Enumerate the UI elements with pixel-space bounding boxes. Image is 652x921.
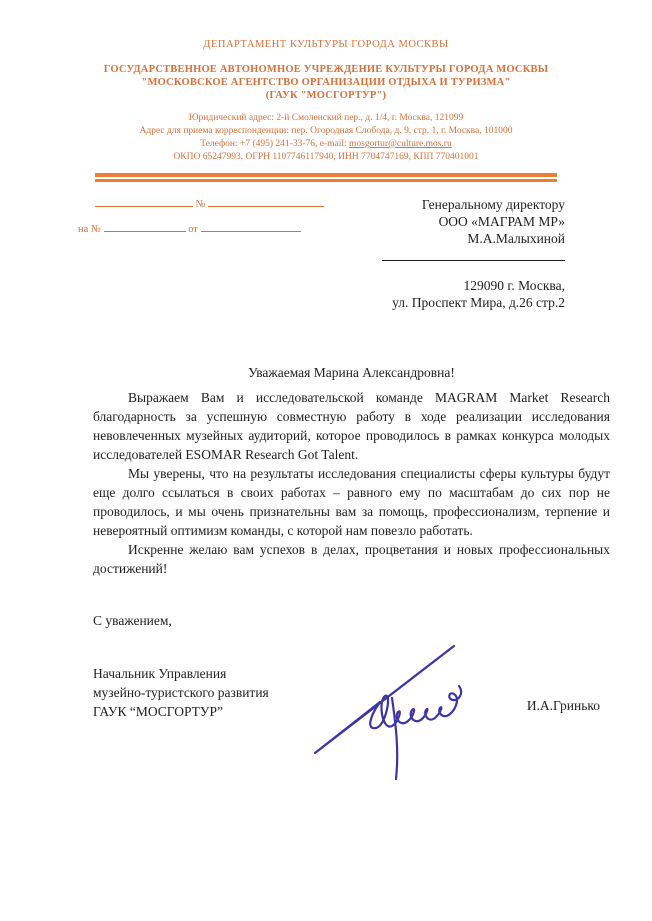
recipient-person: М.А.Малыхиной (467, 231, 565, 246)
letterhead (0, 38, 652, 182)
outgoing-number-blank (208, 196, 324, 207)
organization-line-2: "МОСКОВСКОЕ АГЕНТСТВО ОРГАНИЗАЦИИ ОТДЫХА И ТУРИЗМА" (141, 77, 511, 88)
organization-line-1: ГОСУДАРСТВЕННОЕ АВТОНОМНОЕ УЧРЕЖДЕНИЕ КУЛЬТУРЫ ГОРОДА МОСКВЫ (103, 64, 549, 75)
recipient-address (382, 277, 565, 311)
salutation: Уважаемая Марина Александровна! (248, 365, 455, 380)
signature-block (93, 664, 600, 721)
letter-body (93, 363, 610, 630)
organization-name (0, 63, 652, 102)
reference-recipient-row (0, 196, 652, 311)
paragraph-1: Выражаем Вам и исследовательской команде MAGRAM Market Research благодарность за успешную совместную работу в ходе реализации исследования невовлеченных музейных аудиторий, которое проводилось в рамках конкурса молодых исследователей ESOMAR Research Got Talent. (93, 390, 610, 462)
signer-position-line-3: ГАУК “МОСГОРТУР” (93, 704, 223, 719)
closing-salutation: С уважением, (93, 613, 172, 628)
recipient-title: Генеральному директору (421, 197, 565, 212)
incoming-number-line (78, 221, 338, 235)
recipient-block (382, 196, 565, 311)
paragraph-2: Мы уверены, что на результаты исследования специалисты сферы культуры будут еще долго ссылаться в своих работах – равного ему по масштабам до сих пор не проводилось, и мы очень признательны вам за помощь, профессионализм, терпение и невероятный оптимизм команды, с которой нам повезло работать. (93, 466, 610, 538)
signer-name: И.А.Гринько (526, 698, 600, 713)
on-number-label: на № (78, 224, 101, 235)
signer-position-line-2: музейно-туристского развития (93, 685, 269, 700)
letterhead-divider (95, 173, 557, 182)
outgoing-date-blank (95, 196, 193, 207)
reference-block (78, 196, 338, 311)
postal-address: Адрес для приема корреспонденции: пер. Огородная Слобода, д. 9, стр. 1, г. Москва, 101000 (139, 126, 513, 136)
incoming-number-blank (104, 221, 186, 232)
recipient-address-line-1: 129090 г. Москва, (463, 278, 565, 293)
outgoing-number-line (78, 196, 338, 210)
phone-email-line (0, 138, 652, 151)
from-label: от (188, 224, 198, 235)
registration-codes: ОКПО 65247993, ОГРН 1107746117940, ИНН 7704747169, КПП 770401001 (173, 152, 479, 162)
legal-address: Юридический адрес: 2-й Смоленский пер., д. 1/4, г. Москва, 121099 (188, 113, 464, 123)
organization-line-3: (ГАУК "МОСГОРТУР") (265, 90, 387, 101)
signer-position-line-1: Начальник Управления (93, 666, 227, 681)
department-title: ДЕПАРТАМЕНТ КУЛЬТУРЫ ГОРОДА МОСКВЫ (203, 39, 449, 50)
recipient-address-line-2: ул. Проспект Мира, д.26 стр.2 (392, 295, 565, 310)
contact-block (0, 112, 652, 164)
incoming-date-blank (201, 221, 301, 232)
signer-position (93, 664, 269, 721)
email-link[interactable]: mosgortur@culture.mos.ru (349, 139, 452, 149)
recipient-company: ООО «МАГРАМ МР» (438, 214, 565, 229)
paragraph-3: Искренне желаю вам успехов в делах, процветания и новых профессиональных достижений! (93, 542, 610, 576)
phone-label: Телефон: +7 (495) 241-33-76, e-mail: (200, 139, 350, 149)
number-label: № (195, 199, 206, 210)
recipient-underline (382, 260, 565, 261)
